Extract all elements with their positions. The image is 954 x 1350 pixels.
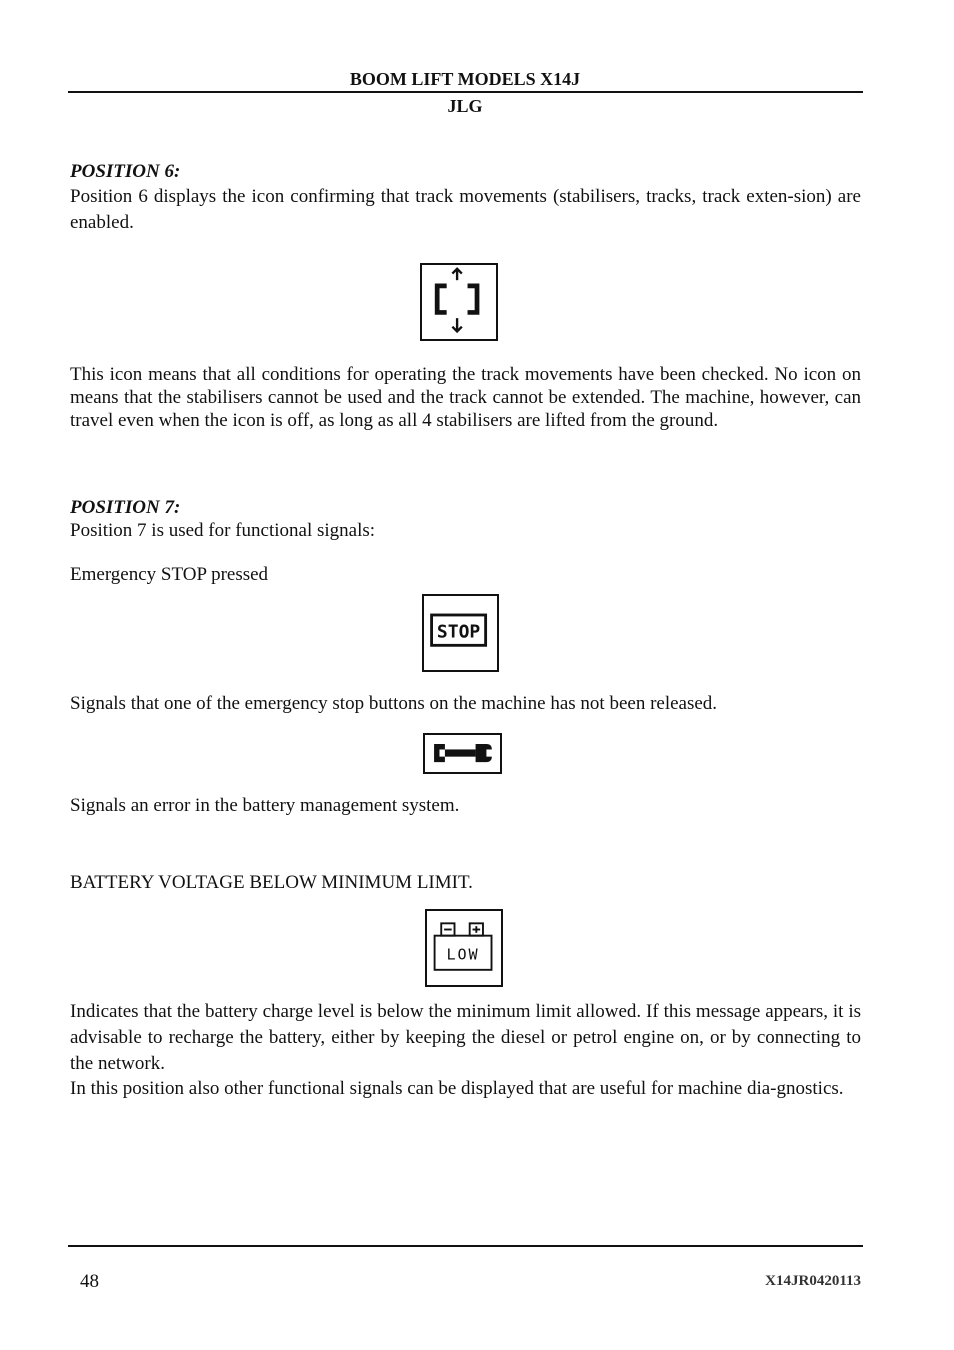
emergency-stop-description: Signals that one of the emergency stop buttons on the machine has not been released. xyxy=(70,693,718,714)
low-icon-text: LOW xyxy=(446,945,480,964)
header-divider xyxy=(68,91,863,93)
battery-low-icon xyxy=(425,909,503,987)
position-6-heading: POSITION 6: xyxy=(70,161,181,182)
battery-low-description: Indicates that the battery charge level is below the minimum limit allowed. If this message appears, it is advisable to recharge the battery, either by keeping the diesel or petrol engine on, or by connecting to the network. xyxy=(70,1001,861,1074)
track-movement-enabled-icon xyxy=(420,263,498,341)
header-brand: JLG xyxy=(447,96,483,116)
battery-low-label: BATTERY VOLTAGE BELOW MINIMUM LIMIT. xyxy=(70,872,473,893)
document-code: X14JR0420113 xyxy=(765,1273,861,1289)
stop-icon-text: STOP xyxy=(436,621,481,643)
emergency-stop-label: Emergency STOP pressed xyxy=(70,564,269,585)
page-number: 48 xyxy=(80,1271,99,1292)
position-7-heading: POSITION 7: xyxy=(70,497,181,518)
position-6-intro: Position 6 displays the icon confirming that track movements (stabilisers, tracks, track exten-sion) are enabled. xyxy=(70,186,861,233)
position-6-description: This icon means that all conditions for operating the track movements have been checked. No icon on means that the stabilisers cannot be used and the track cannot be extended. The machine, however, can travel even when the icon is off, as long as all 4 stabilisers are lifted from the ground. xyxy=(70,364,861,431)
header-title: BOOM LIFT MODELS X14J xyxy=(349,69,581,89)
wrench-icon xyxy=(423,733,502,774)
diagnostics-note: In this position also other functional signals can be displayed that are useful for machine dia-gnostics. xyxy=(70,1078,844,1099)
footer-divider xyxy=(68,1245,863,1247)
wrench-description: Signals an error in the battery management system. xyxy=(70,795,460,816)
position-7-intro: Position 7 is used for functional signals: xyxy=(70,520,376,541)
emergency-stop-icon xyxy=(422,594,499,672)
